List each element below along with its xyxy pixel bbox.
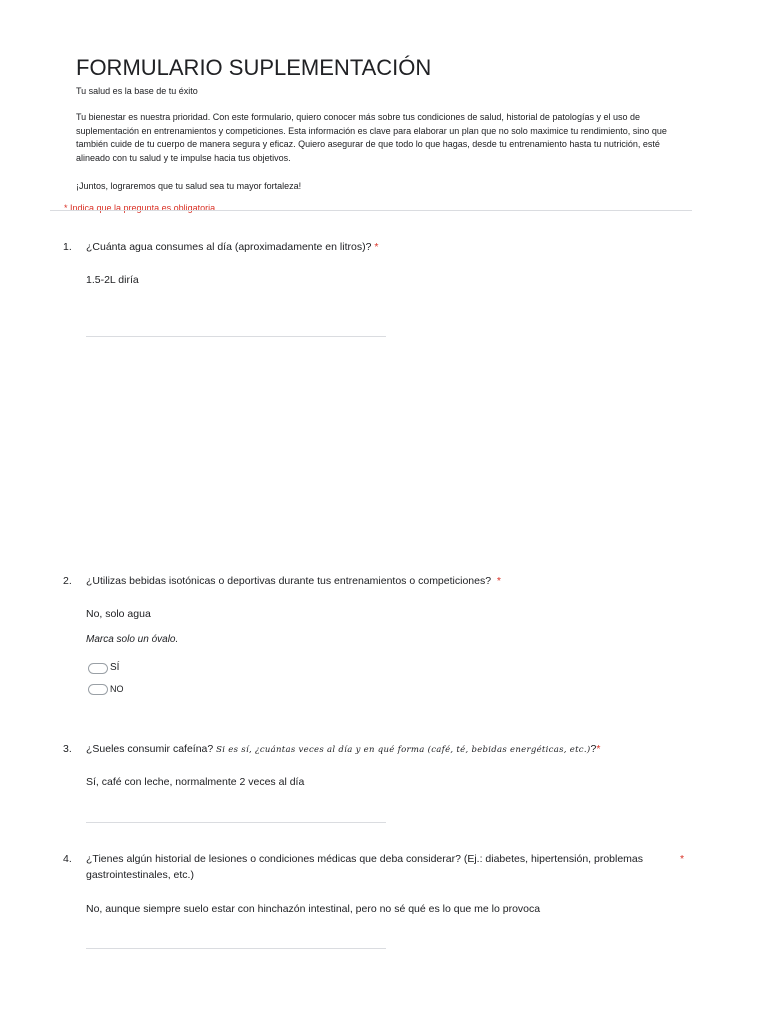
radio-oval[interactable] [88,684,108,695]
choice-hint: Marca solo un óvalo. [86,634,179,645]
form-subtitle: Tu salud es la base de tu éxito [76,86,198,96]
required-asterisk: * [496,575,501,587]
question-label: ¿Cuánta agua consumes al día (aproximadamente en litros)? [86,241,372,253]
radio-option-label: SÍ [110,662,120,673]
form-closing: ¡Juntos, lograremos que tu salud sea tu mayor fortaleza! [76,181,302,191]
question-label: ¿Sueles consumir cafeína? [86,743,214,755]
radio-option-si[interactable] [88,661,119,675]
question-number: 2. [63,575,72,587]
question-text [86,240,378,255]
answer-underline [86,336,386,337]
header-divider [50,210,692,211]
question-end: ? [590,743,597,755]
required-asterisk: * [596,743,601,755]
radio-option-label: NO [110,684,124,694]
radio-option-no[interactable] [88,682,124,696]
form-description: Tu bienestar es nuestra prioridad. Con este formulario, quiero conocer más sobre tus condiciones de salud, historial de patologías y el uso de suplementación en entrenamientos y competiciones. Esta información es clave para elaborar un plan que no solo maximice tu rendimiento, sino que también cuide de tu cuerpo de manera segura y eficaz. Quiero asegurar de que todo lo que hagas, desde tu entrenamiento hasta tu nutrición, esté alineado con tu salud y te impulse hacia tus objetivos. [76,112,667,163]
question-number: 4. [63,853,72,865]
question-number: 1. [63,241,72,253]
answer-text[interactable]: 1.5-2L diría [86,274,139,286]
form-title: FORMULARIO SUPLEMENTACIÓN [76,55,432,80]
question-text [86,574,501,589]
radio-oval[interactable] [88,663,108,674]
question-text-line2: gastrointestinales, etc.) [86,869,194,881]
question-text [86,742,600,758]
required-asterisk: * [680,853,685,865]
required-note: * Indica que la pregunta es obligatoria [64,203,216,213]
answer-text[interactable]: No, aunque siempre suelo estar con hinchazón intestinal, pero no sé qué es lo que me lo provoca [86,903,541,915]
answer-text: No, solo agua [86,608,151,620]
answer-underline [86,948,386,949]
required-asterisk: * [374,241,379,253]
question-label: ¿Utilizas bebidas isotónicas o deportivas durante tus entrenamientos o competiciones? [86,575,492,587]
question-text-line1: ¿Tienes algún historial de lesiones o condiciones médicas que deba considerar? (Ej.: diabetes, hipertensión, problemas [86,853,644,865]
answer-underline [86,822,386,823]
question-number: 3. [63,743,72,755]
question-sublabel: Si es sí, ¿cuántas veces al día y en qué forma (café, té, bebidas energéticas, etc.) [216,745,591,755]
answer-text[interactable]: Sí, café con leche, normalmente 2 veces al día [86,776,305,788]
